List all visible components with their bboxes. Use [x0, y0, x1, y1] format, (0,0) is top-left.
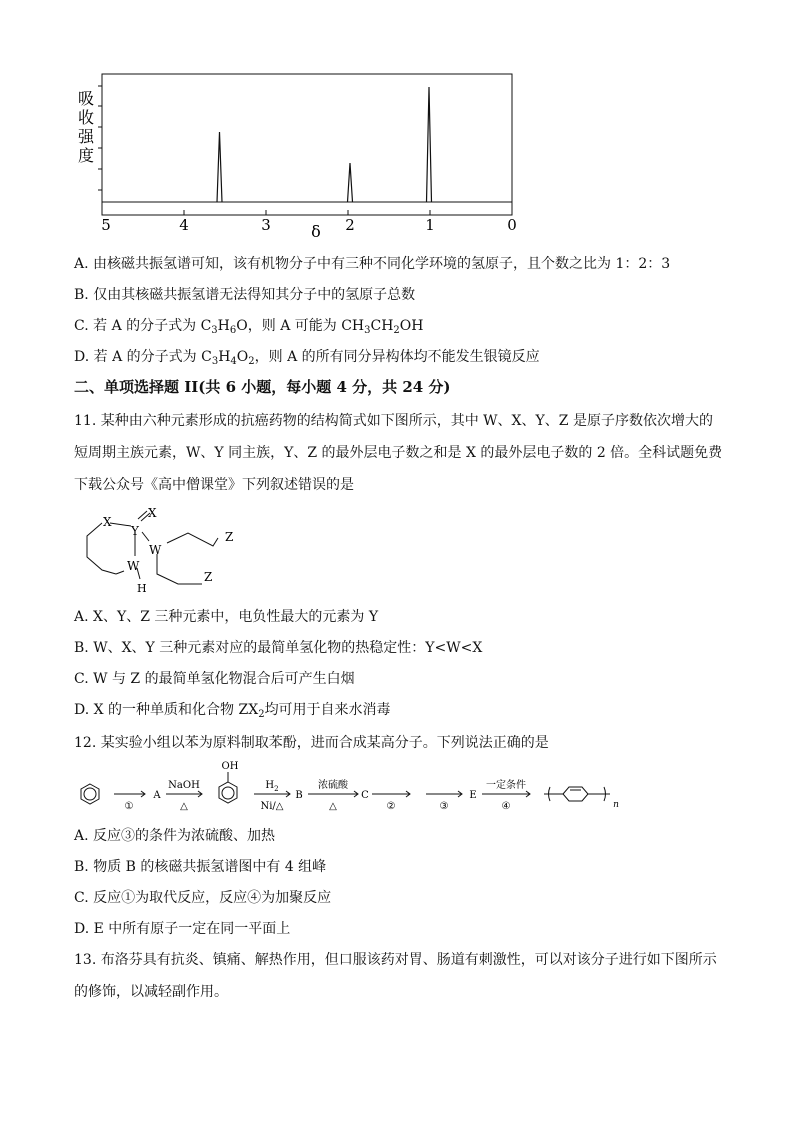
struct-atom-x2: X — [148, 506, 157, 520]
step-3-label: ③ — [439, 801, 449, 812]
plot-frame — [102, 74, 512, 215]
y-label-1: 吸 — [78, 89, 95, 108]
intermediate-e: E — [469, 790, 477, 801]
q11-option-c: C. W 与 Z 的最简单氢化物混合后可产生白烟 — [74, 671, 355, 687]
x-tick-label-0: 0 — [507, 216, 517, 234]
y-label-3: 强 — [78, 127, 95, 146]
struct-atom-w2: W — [127, 559, 140, 573]
q10-option-a: A. 由核磁共振氢谱可知，该有机物分子中有三种不同化学环境的氢原子，且个数之比为 1：2：3 — [74, 256, 671, 272]
x-tick-label-2: 2 — [345, 216, 355, 234]
struct-atom-w1: W — [149, 543, 162, 557]
intermediate-c: C — [361, 790, 369, 801]
struct-atom-x1: X — [103, 515, 112, 529]
q11-stem: 11. 某种由六种元素形成的抗癌药物的结构简式如下图所示，其中 W、X、Y、Z 是原子序数依次增大的短周期主族元素，W、Y 同主族，Y、Z 的最外层电子数之和是 X 的最外层电子数的 2 倍。全科试题免费下载公众号《高中僧课堂》下列叙述错误的是 — [74, 413, 723, 493]
y-label-4: 度 — [78, 146, 95, 165]
q12-option-d: D. E 中所有原子一定在同一平面上 — [74, 921, 291, 937]
q12-option-b: B. 物质 B 的核磁共振氢谱图中有 4 组峰 — [74, 859, 327, 875]
peak-2-00 — [348, 163, 353, 202]
x-axis-ticks — [102, 210, 512, 215]
struct-atom-y: Y — [131, 524, 139, 538]
y-axis-ticks — [98, 86, 102, 190]
q13-stem: 13. 布洛芬具有抗炎、镇痛、解热作用，但口服该药对胃、肠道有刺激性，可以对该分子进行如下图所示的修饰，以减轻副作用。 — [74, 952, 717, 1000]
polymer-n: n — [613, 800, 619, 810]
q11-option-a: A. X、Y、Z 三种元素中，电负性最大的元素为 Y — [74, 609, 379, 625]
x-tick-label-5: 5 — [101, 216, 111, 234]
x-tick-label-3: 3 — [261, 216, 271, 234]
q12-reaction-scheme — [70, 757, 630, 817]
q12-option-c: C. 反应①为取代反应，反应④为加聚反应 — [74, 890, 332, 906]
peak-1-05 — [427, 87, 432, 202]
x-tick-label-4: 4 — [179, 216, 189, 234]
q11-structure-diagram — [80, 500, 250, 600]
q11-option-d: D. X 的一种单质和化合物 $ZX_2$均可用于自来水消毒 — [74, 702, 391, 720]
x-tick-label-1: 1 — [425, 216, 435, 234]
condition-label: 一定条件 — [486, 780, 526, 791]
peak-3-55 — [217, 132, 222, 202]
x-axis-label: δ — [311, 222, 321, 241]
q11-option-b: B. W、X、Y 三种元素对应的最简单氢化物的热稳定性：Y<W<X — [74, 640, 483, 656]
polymer-ring — [563, 787, 588, 801]
struct-atom-z2: Z — [204, 570, 213, 584]
q12-option-a: A. 反应③的条件为浓硫酸、加热 — [74, 828, 276, 844]
reagent-naoh: NaOH — [168, 780, 200, 791]
intermediate-a: A — [153, 790, 161, 801]
section-heading: 二、单项选择题 II(共 6 小题，每小题 4 分，共 24 分) — [74, 378, 451, 396]
catalyst-ni: Ni/△ — [260, 801, 284, 812]
step-1-label: ① — [124, 801, 134, 812]
phenol-oh: OH — [221, 761, 239, 772]
step-2-label: ② — [386, 801, 396, 812]
step-4-label: ④ — [501, 801, 511, 812]
q10-option-c: C. 若 A 的分子式为 $C_3H_6O$，则 A 可能为 $CH_3CH_2OH$ — [74, 318, 424, 336]
y-label-2: 收 — [78, 108, 95, 127]
q10-option-d: D. 若 A 的分子式为 $C_3H_4O_2$，则 A 的所有同分异构体均不能发生银镜反应 — [74, 349, 540, 367]
heat-symbol-1: △ — [180, 801, 188, 812]
struct-atom-h: H — [137, 582, 147, 595]
q12-stem: 12. 某实验小组以苯为原料制取苯酚，进而合成某高分子。下列说法正确的是 — [74, 735, 549, 751]
reagent-h2: $H_2$ — [265, 780, 279, 793]
intermediate-b: B — [295, 790, 303, 801]
q10-option-b: B. 仅由其核磁共振氢谱无法得知其分子中的氢原子总数 — [74, 287, 416, 303]
struct-atom-z1: Z — [225, 530, 234, 544]
reagent-acid: 浓硫酸 — [318, 780, 348, 791]
heat-symbol-2: △ — [329, 801, 337, 812]
nmr-spectrum-chart — [70, 60, 530, 245]
